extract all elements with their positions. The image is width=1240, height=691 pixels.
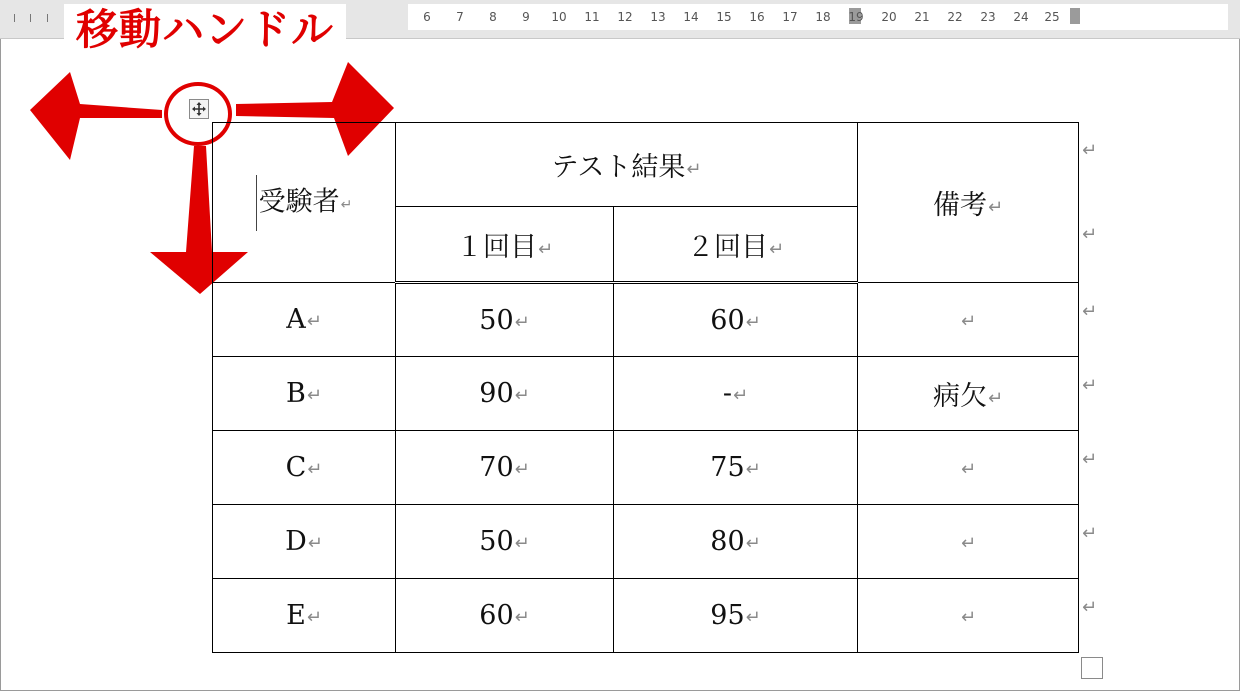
paragraph-mark-icon: ↵ [306, 385, 322, 406]
ruler-number: 7 [456, 10, 464, 24]
ruler-number: 20 [881, 10, 897, 24]
cell-name[interactable] [213, 431, 396, 505]
cell-text: A [286, 304, 306, 335]
ruler-number: 24 [1013, 10, 1029, 24]
header-remarks-label: 備考 [932, 190, 987, 221]
ruler-number: 6 [423, 10, 431, 24]
paragraph-mark-icon: ↵ [745, 533, 761, 554]
ruler-number: 14 [683, 10, 699, 24]
ruler-number: 13 [650, 10, 666, 24]
end-of-row-mark-icon: ↵ [1082, 301, 1098, 322]
end-of-row-mark-icon: ↵ [1082, 449, 1098, 470]
header-round1-label: １回目 [455, 231, 537, 263]
end-of-row-mark-icon: ↵ [1082, 523, 1098, 544]
left-arrow [30, 72, 162, 160]
cell-note[interactable] [858, 283, 1079, 357]
ruler-number: 9 [522, 10, 530, 24]
cell-name[interactable] [213, 283, 396, 357]
header-test-results-label: テスト結果 [551, 152, 686, 183]
table-row [213, 357, 1079, 431]
cell-round1[interactable] [396, 431, 614, 505]
paragraph-mark-icon: ↵ [960, 311, 977, 332]
end-of-row-mark-icon: ↵ [1082, 597, 1098, 618]
ruler-number: 15 [716, 10, 732, 24]
annotation-title: 移動ハンドル [64, 4, 346, 56]
paragraph-mark-icon: ↵ [745, 607, 761, 628]
paragraph-mark-icon: ↵ [514, 459, 530, 480]
cell-text: 60 [710, 304, 745, 336]
paragraph-mark-icon: ↵ [306, 607, 322, 628]
move-arrows-icon [192, 102, 206, 116]
cell-text: D [285, 526, 307, 557]
paragraph-mark-icon: ↵ [960, 607, 977, 628]
header-round2-label: ２回目 [686, 231, 768, 263]
table-row [213, 283, 1079, 357]
cell-round1[interactable] [396, 505, 614, 579]
cell-note[interactable] [858, 431, 1079, 505]
cell-text: 70 [479, 452, 514, 483]
cell-text: 50 [479, 304, 514, 336]
cell-round2[interactable] [614, 357, 858, 431]
header-cell-examinee[interactable] [213, 123, 396, 283]
cell-name[interactable] [213, 357, 396, 431]
paragraph-mark-icon: ↵ [340, 197, 353, 213]
paragraph-mark-icon: ↵ [514, 385, 530, 406]
header-cell-round2[interactable] [614, 207, 858, 283]
text-cursor [256, 175, 257, 231]
paragraph-mark-icon: ↵ [514, 311, 530, 333]
cell-round1[interactable] [396, 283, 614, 357]
cell-text: 80 [710, 526, 745, 557]
cell-text: 60 [479, 600, 514, 631]
table-move-handle[interactable] [189, 99, 209, 119]
paragraph-mark-icon: ↵ [306, 311, 322, 332]
header-cell-test-results[interactable] [396, 123, 858, 207]
cell-round1[interactable] [396, 357, 614, 431]
cell-text: - [722, 378, 733, 409]
table-resize-handle[interactable] [1081, 657, 1103, 679]
paragraph-mark-icon: ↵ [768, 238, 785, 260]
ruler-number: 16 [749, 10, 765, 24]
ruler-number: 22 [947, 10, 963, 24]
end-of-row-mark-icon: ↵ [1082, 224, 1098, 245]
ruler-number: 19 [848, 10, 864, 24]
cell-note[interactable] [858, 579, 1079, 653]
header-examinee-label: 受験者 [258, 186, 340, 217]
paragraph-mark-icon: ↵ [686, 159, 702, 180]
cell-name[interactable] [213, 505, 396, 579]
header-cell-round1[interactable] [396, 207, 614, 283]
paragraph-mark-icon: ↵ [987, 197, 1004, 218]
cell-note[interactable] [858, 505, 1079, 579]
cell-text: 病欠 [932, 381, 987, 412]
ruler-number: 21 [914, 10, 930, 24]
cell-text: E [286, 600, 306, 631]
paragraph-mark-icon: ↵ [960, 533, 977, 554]
ruler-number: 23 [980, 10, 996, 24]
paragraph-mark-icon: ↵ [307, 459, 323, 480]
cell-text: 50 [479, 526, 514, 557]
paragraph-mark-icon: ↵ [514, 607, 530, 628]
results-table[interactable] [212, 122, 1079, 653]
cell-text: 75 [710, 452, 745, 483]
end-of-row-mark-icon: ↵ [1082, 140, 1098, 161]
cell-text: 95 [710, 600, 745, 631]
table-row [213, 579, 1079, 653]
ruler-number: 25 [1044, 10, 1060, 24]
cell-name[interactable] [213, 579, 396, 653]
paragraph-mark-icon: ↵ [960, 459, 977, 480]
cell-round2[interactable] [614, 431, 858, 505]
cell-round1[interactable] [396, 579, 614, 653]
cell-text: C [285, 452, 307, 483]
paragraph-mark-icon: ↵ [307, 533, 323, 554]
ruler-number: 12 [617, 10, 633, 24]
table-row [213, 431, 1079, 505]
table-row [213, 505, 1079, 579]
ruler-number: 11 [584, 10, 600, 24]
ruler-number: 17 [782, 10, 798, 24]
ruler-number: 10 [551, 10, 567, 24]
paragraph-mark-icon: ↵ [733, 385, 749, 406]
ruler-number: 18 [815, 10, 831, 24]
paragraph-mark-icon: ↵ [987, 388, 1004, 409]
cell-text: B [286, 378, 306, 409]
end-of-row-mark-icon: ↵ [1082, 375, 1098, 396]
paragraph-mark-icon: ↵ [514, 533, 530, 554]
cell-round2[interactable] [614, 283, 858, 357]
header-row [213, 123, 1079, 207]
paragraph-mark-icon: ↵ [745, 459, 761, 480]
cell-round2[interactable] [614, 579, 858, 653]
paragraph-mark-icon: ↵ [537, 238, 554, 260]
cell-text: 90 [479, 378, 514, 409]
paragraph-mark-icon: ↵ [745, 311, 761, 333]
header-cell-remarks[interactable] [858, 123, 1079, 283]
cell-round2[interactable] [614, 505, 858, 579]
cell-note[interactable] [858, 357, 1079, 431]
ruler-number: 8 [489, 10, 497, 24]
